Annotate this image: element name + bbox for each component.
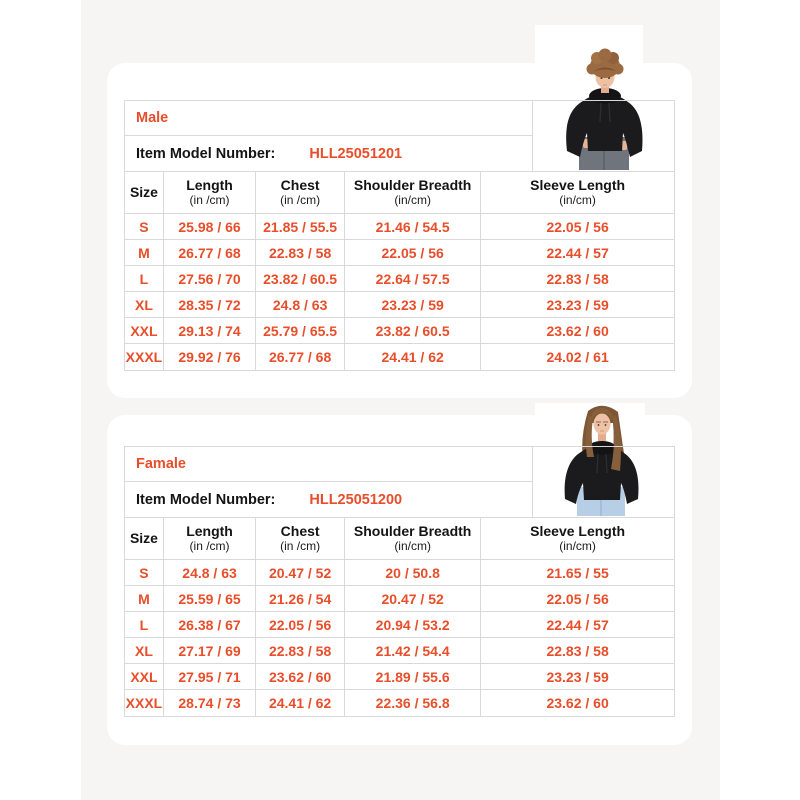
female-measurements-table <box>125 517 674 716</box>
table-row: XXXL 29.92 / 76 26.77 / 68 24.41 / 62 24.02 / 61 <box>125 344 674 370</box>
item-model-row <box>125 482 532 517</box>
female-size-chart-card <box>107 415 692 745</box>
header-row <box>125 172 674 214</box>
gender-label: Male <box>136 110 169 126</box>
item-model-label: Item Model Number: <box>136 491 276 508</box>
table-row: XXXL 28.74 / 73 24.41 / 62 22.36 / 56.8 23.62 / 60 <box>125 690 674 716</box>
male-table-top-section <box>125 101 674 171</box>
gender-row <box>125 447 532 482</box>
table-row: XXL 27.95 / 71 23.62 / 60 21.89 / 55.6 23.23 / 59 <box>125 664 674 690</box>
female-table-top-section <box>125 447 674 517</box>
sleeve-column-header: Sleeve Length (in/cm) <box>481 518 674 560</box>
item-model-number: HLL25051200 <box>309 491 403 508</box>
header-row <box>125 518 674 560</box>
chest-column-header: Chest (in /cm) <box>256 172 345 214</box>
length-column-header: Length (in /cm) <box>163 518 255 560</box>
gender-label: Famale <box>136 456 186 472</box>
item-model-row <box>125 136 532 171</box>
shoulder-column-header: Shoulder Breadth (in/cm) <box>345 518 481 560</box>
male-size-table <box>124 100 675 371</box>
table-row: M 26.77 / 68 22.83 / 58 22.05 / 56 22.44 / 57 <box>125 240 674 266</box>
model-photo-cell <box>532 447 674 517</box>
length-column-header: Length (in /cm) <box>163 172 255 214</box>
table-row: XXL 29.13 / 74 25.79 / 65.5 23.82 / 60.5 23.62 / 60 <box>125 318 674 344</box>
table-row: L 26.38 / 67 22.05 / 56 20.94 / 53.2 22.44 / 57 <box>125 612 674 638</box>
male-measurements-table <box>125 171 674 370</box>
female-size-table <box>124 446 675 717</box>
table-row: S 25.98 / 66 21.85 / 55.5 21.46 / 54.5 22.05 / 56 <box>125 214 674 240</box>
table-row: XL 28.35 / 72 24.8 / 63 23.23 / 59 23.23 / 59 <box>125 292 674 318</box>
item-model-number: HLL25051201 <box>309 145 403 162</box>
size-column-header: Size <box>125 518 163 560</box>
shoulder-column-header: Shoulder Breadth (in/cm) <box>345 172 481 214</box>
size-column-header: Size <box>125 172 163 214</box>
item-model-label: Item Model Number: <box>136 145 276 162</box>
sleeve-column-header: Sleeve Length (in/cm) <box>481 172 674 214</box>
gender-row <box>125 101 532 136</box>
male-size-chart-card <box>107 63 692 398</box>
table-row: S 24.8 / 63 20.47 / 52 20 / 50.8 21.65 / 55 <box>125 560 674 586</box>
table-row: L 27.56 / 70 23.82 / 60.5 22.64 / 57.5 22.83 / 58 <box>125 266 674 292</box>
model-photo-cell <box>532 101 674 171</box>
chest-column-header: Chest (in /cm) <box>256 518 345 560</box>
table-row: XL 27.17 / 69 22.83 / 58 21.42 / 54.4 22.83 / 58 <box>125 638 674 664</box>
table-row: M 25.59 / 65 21.26 / 54 20.47 / 52 22.05 / 56 <box>125 586 674 612</box>
